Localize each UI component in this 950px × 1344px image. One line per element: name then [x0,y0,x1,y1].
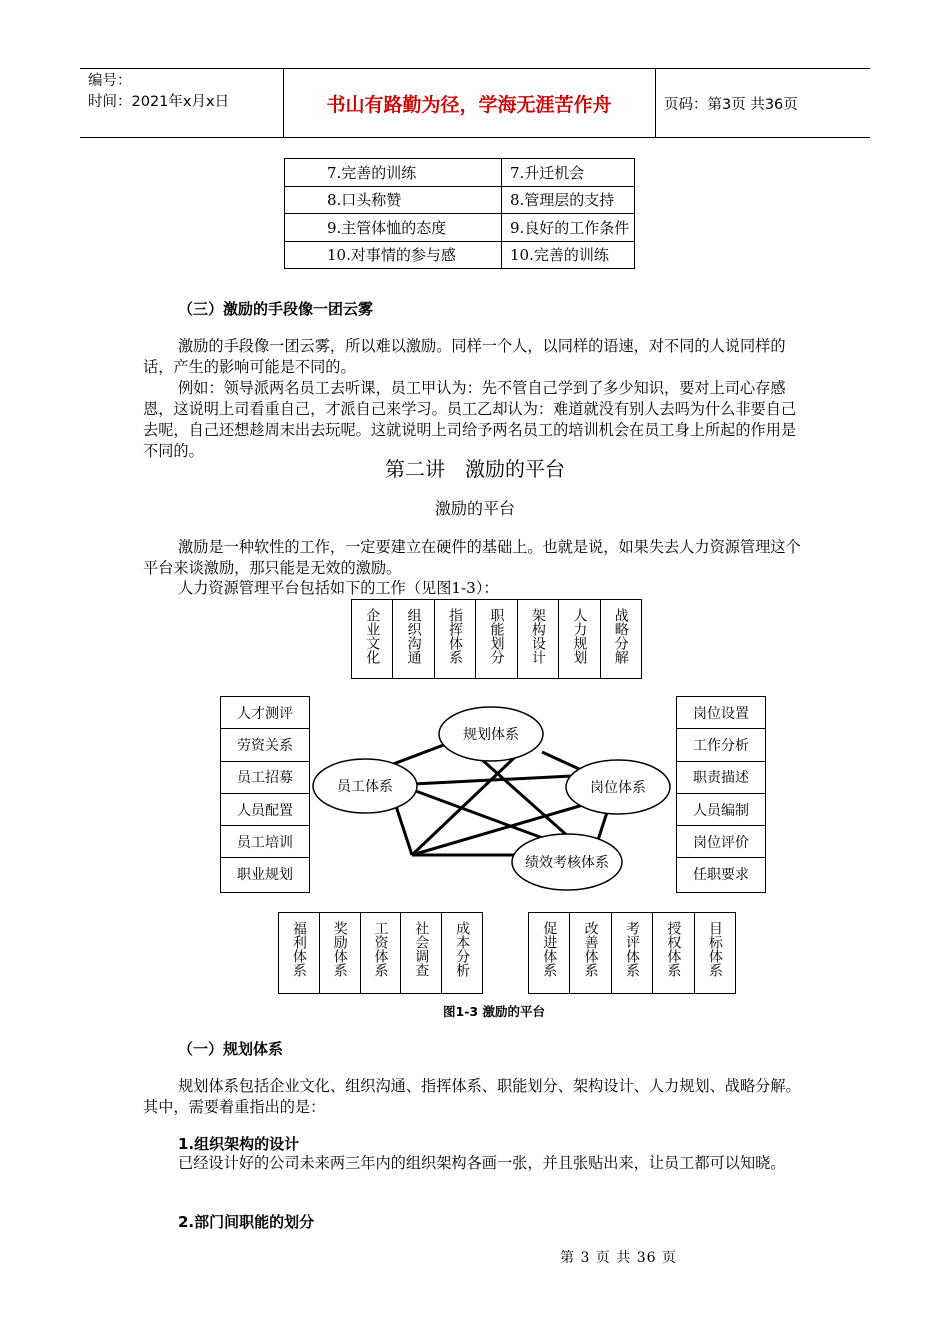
diagram-item: 人才测评 [237,705,293,722]
diagram-item-label: 授权体系 [665,921,682,977]
net-line [413,790,548,840]
diagram-item [694,913,735,993]
table-cell: 10.完善的训练 [502,241,635,269]
page-footer: 第 3 页 共 36 页 [560,1250,677,1266]
diagram-item [652,913,693,993]
diagram-item-label: 奖励体系 [331,921,348,977]
section3-heading: （三）激励的手段像一团云雾 [178,300,374,318]
section3-para1: 激励的手段像一团云雾，所以难以激励。同样一个人，以同样的语速，对不同的人说同样的话，产生的影响可能是不同的。 [143,337,786,376]
figure-caption: 图1-3 激励的平台 [443,1004,545,1019]
diagram-item [569,913,610,993]
diagram-item-label: 职能划分 [488,608,505,664]
diagram-item: 员工招募 [221,761,309,793]
diagram-item-label: 考评体系 [624,921,641,977]
diagram-item: 员工培训 [221,825,309,857]
diagram-item [611,913,652,993]
planning-node-label: 规划体系 [463,727,519,743]
diagram-item-label: 目标体系 [706,921,723,977]
diagram-item: 职业规划 [221,857,309,889]
diagram-item: 人员编制 [677,793,765,825]
diagram-item-label: 促进体系 [541,921,558,977]
section1-sub2-heading: 2.部门间职能的划分 [178,1213,315,1231]
diagram-item: 人员配置 [221,793,309,825]
section1-heading: （一）规划体系 [178,1040,284,1058]
diagram-item [360,913,401,993]
performance-node-label: 绩效考核体系 [525,855,609,871]
table-cell: 8.口头称赞 [285,186,502,214]
diagram-item: 职责描述 [677,761,765,793]
table-cell: 7.升迁机会 [502,159,635,187]
diagram-item: 任职要求 [677,857,765,889]
table-cell: 7.完善的训练 [285,159,502,187]
diagram-item: 岗位设置 [693,705,749,722]
right-items-box [676,696,766,893]
left-items-box [220,696,310,893]
diagram-item: 劳资关系 [221,728,309,760]
diagram-item [558,600,599,678]
section1-sub1-heading: 1.组织架构的设计 [178,1135,300,1153]
diagram-item [400,913,441,993]
table-cell: 9.主管体恤的态度 [285,214,502,242]
header-page-info: 页码：第3页 共36页 [664,96,798,113]
serial-label: 编号： [88,73,132,89]
diagram-item-label: 福利体系 [290,921,307,977]
diagram-item-label: 指挥体系 [447,608,464,664]
header-motto: 书山有路勤为径，学海无涯苦作舟 [326,93,612,116]
time-label: 时间：2021年x月x日 [88,94,230,110]
diagram-item [441,913,482,993]
diagram-item [279,913,319,993]
section1-sub1-para: 已经设计好的公司未来两三年内的组织架构各画一张，并且张贴出来，让员工都可以知晓。 [178,1154,786,1172]
diagram-item-label: 组织沟通 [405,608,422,664]
diagram-item-label: 企业文化 [364,608,381,664]
net-line [480,758,570,838]
diagram-item [600,600,641,678]
top-items-box [351,599,642,679]
bottom-left-items-box [278,912,483,994]
diagram-item-label: 战略分解 [612,608,629,664]
section1-para: 规划体系包括企业文化、组织沟通、指挥体系、职能划分、架构设计、人力规划、战略分解。其中，需要着重指出的是： [143,1077,801,1116]
diagram-item [319,913,360,993]
diagram-item-label: 社会调查 [413,921,430,977]
table-cell: 9.良好的工作条件 [502,214,635,242]
section3-para2: 例如：领导派两名员工去听课，员工甲认为：先不管自己学到了多少知识，要对上司心存感恩，这说明上司看重自己，才派自己来学习。员工乙却认为：难道就没有别人去吗为什么非要自己去呢，自己还想趁周末出去玩呢。这就说明上司给予两名员工的培训机会在员工身上所起的作用是不同的。 [143,379,797,460]
diagram-item [434,600,475,678]
lecture-subtitle: 激励的平台 [434,499,515,518]
diagram-item-label: 架构设计 [529,608,546,664]
position-node-label: 岗位体系 [590,780,646,796]
lecture-title: 第二讲 激励的平台 [385,457,565,481]
staff-node-label: 员工体系 [337,779,393,795]
diagram-item-label: 成本分析 [454,921,471,977]
diagram-item [517,600,558,678]
table-cell: 10.对事情的参与感 [285,241,502,269]
lecture-para2: 人力资源管理平台包括如下的工作（见图1-3）： [178,579,499,597]
bottom-right-items-box [528,912,736,994]
diagram-item: 岗位评价 [677,825,765,857]
diagram-item [529,913,569,993]
diagram-item [475,600,516,678]
diagram-item-label: 工资体系 [372,921,389,977]
diagram-item-label: 人力规划 [571,608,588,664]
diagram-item-label: 改善体系 [582,921,599,977]
diagram-item [352,600,392,678]
lecture-para1: 激励是一种软性的工作，一定要建立在硬件的基础上。也就是说，如果失去人力资源管理这个平台来谈激励，那只能是无效的激励。 [143,538,801,577]
diagram-item [392,600,433,678]
diagram-item: 工作分析 [677,728,765,760]
table-cell: 8.管理层的支持 [502,186,635,214]
